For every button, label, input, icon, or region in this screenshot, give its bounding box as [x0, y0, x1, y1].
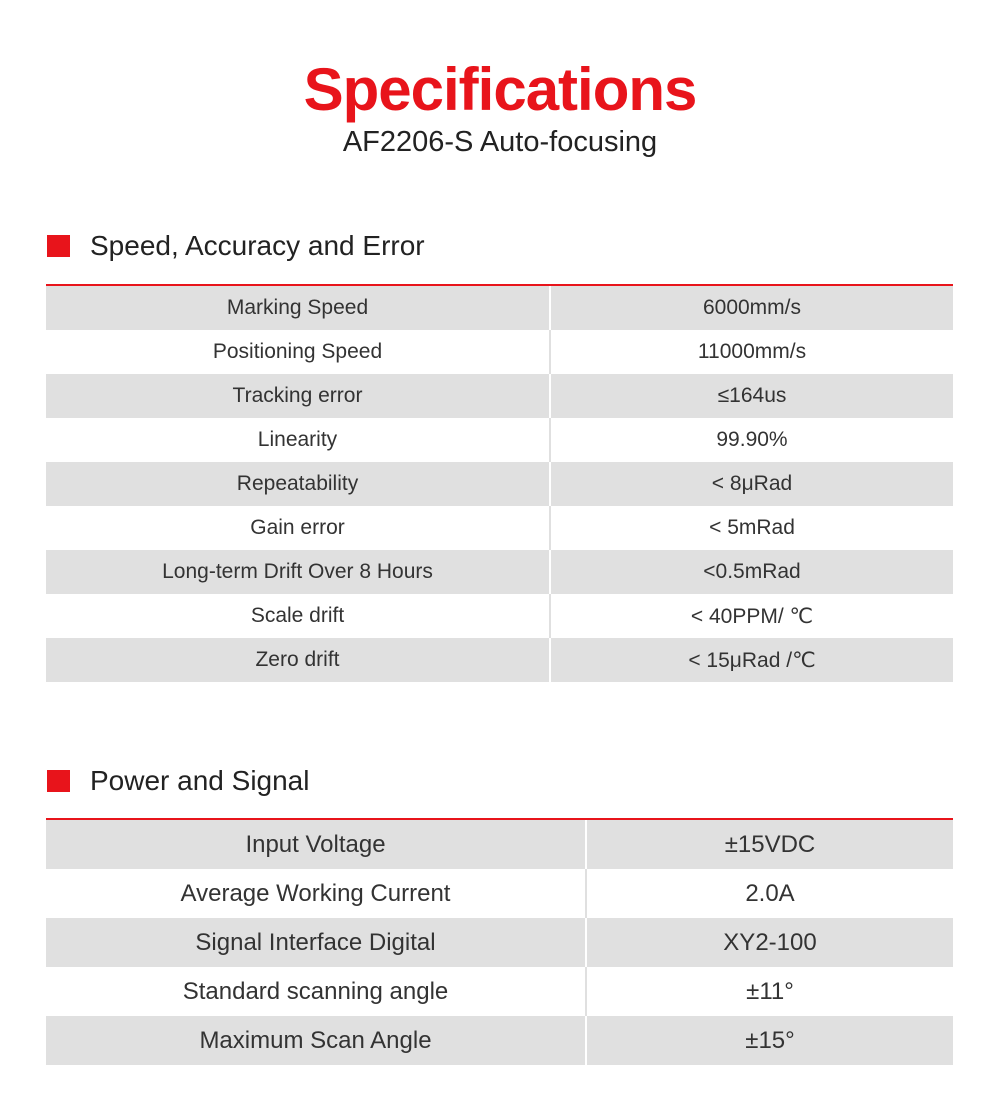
table-row — [46, 918, 953, 967]
spec-value: ±15VDC — [724, 830, 816, 858]
table-row — [46, 638, 953, 682]
spec-label: Marking Speed — [46, 286, 551, 330]
section-heading-power-signal — [47, 761, 309, 801]
table-row — [46, 594, 953, 638]
spec-value: < 8μRad — [711, 472, 793, 495]
table-row — [46, 967, 953, 1016]
table-row — [46, 286, 953, 330]
table-row — [46, 506, 953, 550]
spec-value: < 5mRad — [709, 516, 795, 539]
section-title: Speed, Accuracy and Error — [90, 230, 425, 261]
spec-label: Zero drift — [46, 638, 551, 682]
section-heading-speed-accuracy — [47, 226, 425, 266]
spec-label: Tracking error — [46, 374, 551, 418]
spec-label: Repeatability — [46, 462, 551, 506]
spec-value: < 15μRad /℃ — [688, 648, 816, 672]
table-row — [46, 330, 953, 374]
spec-label: Long-term Drift Over 8 Hours — [46, 550, 551, 594]
spec-label: Scale drift — [46, 594, 551, 638]
spec-value: 99.90% — [716, 428, 788, 451]
table-row — [46, 820, 953, 869]
spec-label: Standard scanning angle — [46, 967, 587, 1016]
spec-label: Maximum Scan Angle — [46, 1016, 587, 1065]
power-signal-table — [46, 818, 953, 1065]
spec-value: 6000mm/s — [702, 296, 802, 319]
speed-accuracy-table — [46, 284, 953, 682]
spec-value: ±15° — [745, 1026, 795, 1054]
spec-label: Average Working Current — [46, 869, 587, 918]
table-row — [46, 374, 953, 418]
table-row — [46, 418, 953, 462]
table-row — [46, 462, 953, 506]
page-title: Specifications — [303, 56, 697, 123]
spec-label: Signal Interface Digital — [46, 918, 587, 967]
spec-value: 11000mm/s — [697, 340, 807, 363]
spec-value: XY2-100 — [723, 928, 817, 956]
table-row — [46, 1016, 953, 1065]
section-title: Power and Signal — [90, 765, 310, 796]
section-marker-icon — [47, 770, 70, 792]
spec-label: Linearity — [46, 418, 551, 462]
table-row — [46, 869, 953, 918]
page-subtitle: AF2206-S Auto-focusing — [342, 126, 658, 158]
section-marker-icon — [47, 235, 70, 257]
spec-value: ≤164us — [717, 384, 787, 407]
spec-value: ±11° — [746, 977, 794, 1005]
spec-value: 2.0A — [745, 879, 795, 907]
spec-value: <0.5mRad — [703, 560, 801, 583]
spec-value: < 40PPM/ ℃ — [690, 604, 814, 628]
table-row — [46, 550, 953, 594]
spec-label: Gain error — [46, 506, 551, 550]
spec-label: Input Voltage — [46, 820, 587, 869]
spec-label: Positioning Speed — [46, 330, 551, 374]
